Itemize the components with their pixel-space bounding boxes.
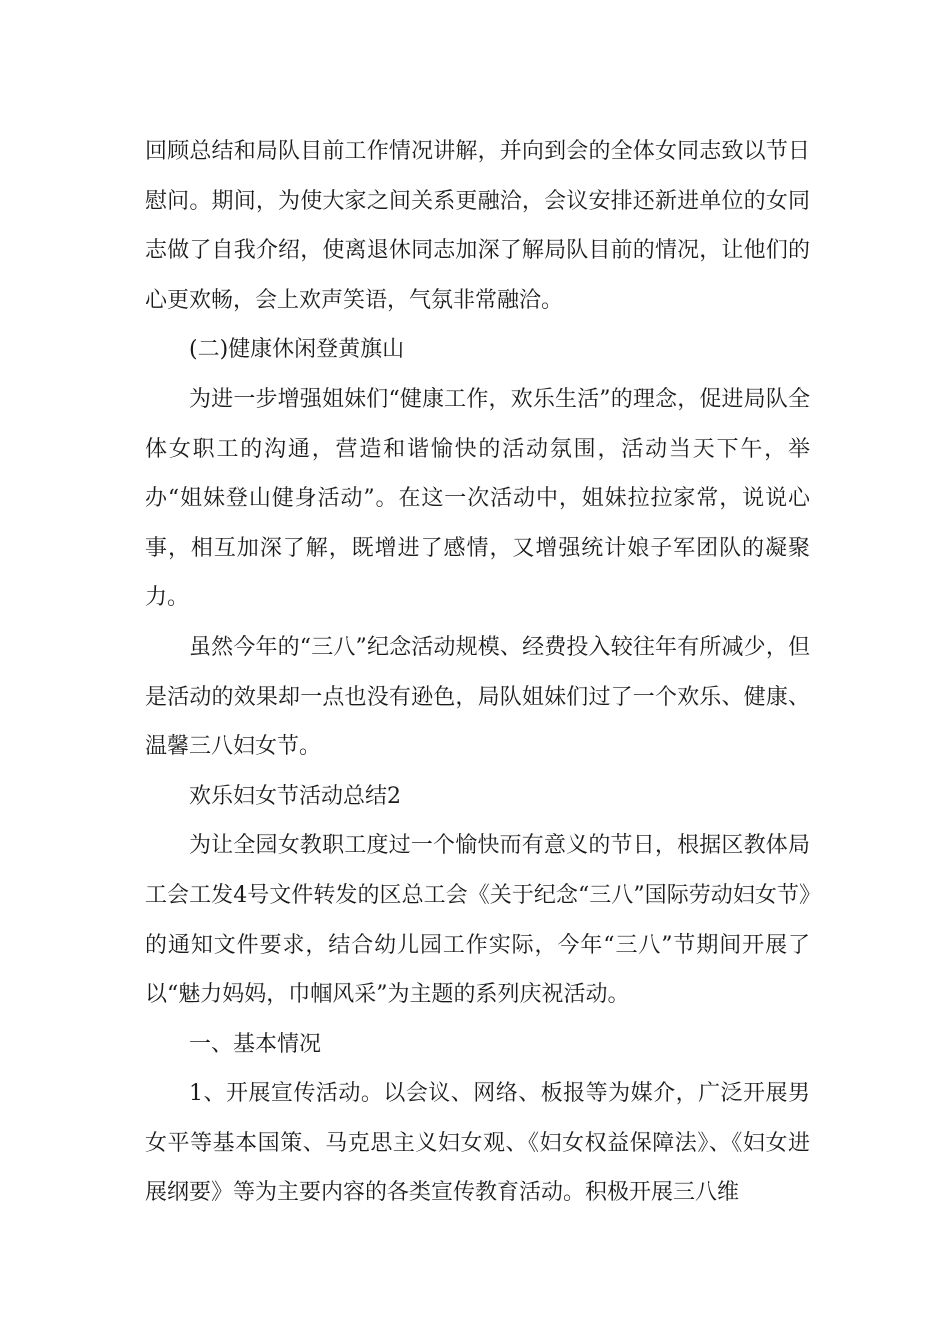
- section-heading-5: 欢乐妇女节活动总结2: [189, 783, 401, 809]
- paragraph-3: 为进一步增强姐妹们“健康工作，欢乐生活”的理念，促进局队全体女职工的沟通，营造和谐愉快的活动氛围，活动当天下午，举办“姐妹登山健身活动”。在这一次活动中，姐妹拉拉家常，说说心事，相互加深了解，既增进了感情，又增强统计娘子军团队的凝聚力。: [145, 386, 810, 611]
- document-body: [145, 127, 810, 1218]
- section-heading-7: 一、基本情况: [189, 1031, 322, 1057]
- section-heading-2: (二)健康休闲登黄旗山: [189, 337, 405, 363]
- paragraph-8: 1、开展宣传活动。以会议、网络、板报等为媒介，广泛开展男女平等基本国策、马克思主义妇女观、《妇女权益保障法》、《妇女进展纲要》等为主要内容的各类宣传教育活动。积极开展三八维: [145, 1081, 810, 1206]
- paragraph-1: 回顾总结和局队目前工作情况讲解，并向到会的全体女同志致以节日慰问。期间，为使大家之间关系更融洽，会议安排还新进单位的女同志做了自我介绍，使离退休同志加深了解局队目前的情况，让他们的心更欢畅，会上欢声笑语，气氛非常融洽。: [145, 139, 810, 313]
- paragraph-6: 为让全园女教职工度过一个愉快而有意义的节日，根据区教体局工会工发4号文件转发的区总工会《关于纪念“三八”国际劳动妇女节》的通知文件要求，结合幼儿园工作实际，今年“三八”节期间开展了以“魅力妈妈，巾帼风采”为主题的系列庆祝活动。: [145, 833, 810, 1008]
- paragraph-4: 虽然今年的“三八”纪念活动规模、经费投入较往年有所减少，但是活动的效果却一点也没有逊色，局队姐妹们过了一个欢乐、健康、温馨三八妇女节。: [145, 634, 810, 760]
